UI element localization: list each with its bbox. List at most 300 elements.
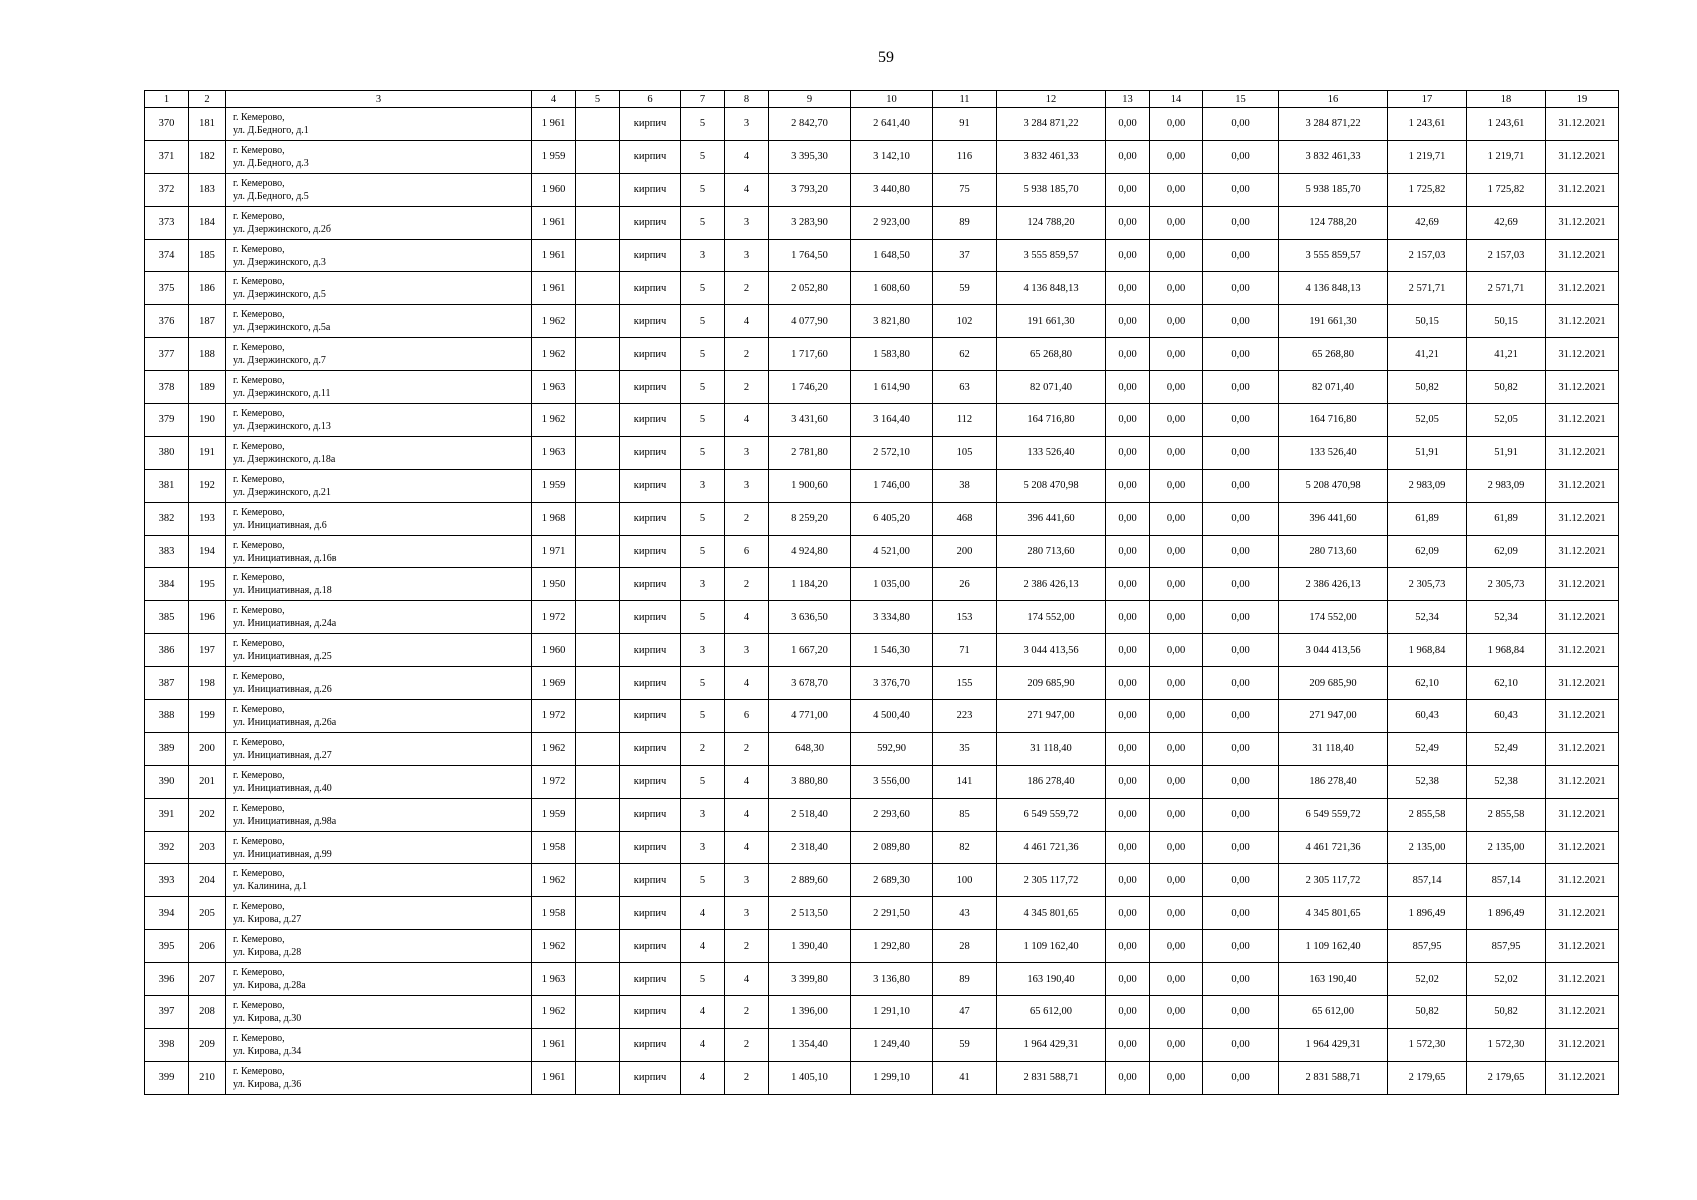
table-cell: 1 667,20 [769, 634, 851, 667]
table-cell: 389 [145, 732, 189, 765]
table-row [145, 404, 1619, 437]
table-cell: 395 [145, 930, 189, 963]
table-cell [576, 338, 620, 371]
table-cell: 1 405,10 [769, 1061, 851, 1094]
table-row [145, 732, 1619, 765]
table-cell: 4 [725, 667, 769, 700]
table-cell: 5 [681, 173, 725, 206]
table-cell: 5 [681, 700, 725, 733]
table-cell: 1 962 [532, 305, 576, 338]
table-cell: 0,00 [1150, 700, 1203, 733]
table-cell: 31.12.2021 [1546, 897, 1619, 930]
address-street: ул. Кирова, д.28 [233, 947, 302, 959]
table-cell: 31.12.2021 [1546, 404, 1619, 437]
table-cell: 2 291,50 [851, 897, 933, 930]
table-cell: 0,00 [1150, 798, 1203, 831]
table-cell: 2 689,30 [851, 864, 933, 897]
table-cell: 31.12.2021 [1546, 140, 1619, 173]
table-cell: 396 441,60 [997, 502, 1106, 535]
table-row [145, 601, 1619, 634]
table-cell [576, 173, 620, 206]
table-cell: 0,00 [1203, 305, 1279, 338]
table-cell: 2 [725, 371, 769, 404]
table-row [145, 1028, 1619, 1061]
table-cell: 2 305 117,72 [997, 864, 1106, 897]
table-cell: 2 293,60 [851, 798, 933, 831]
table-cell: 468 [933, 502, 997, 535]
table-cell: 5 [681, 371, 725, 404]
address-street: ул. Инициативная, д.27 [233, 749, 332, 761]
table-cell: 0,00 [1106, 568, 1150, 601]
table-cell: 192 [189, 469, 226, 502]
table-cell: 1 583,80 [851, 338, 933, 371]
table-cell: 2 089,80 [851, 831, 933, 864]
table-cell: 857,14 [1388, 864, 1467, 897]
table-cell: 195 [189, 568, 226, 601]
table-cell: 378 [145, 371, 189, 404]
table-cell: 1 958 [532, 897, 576, 930]
address-street: ул. Инициативная, д.26а [233, 716, 337, 728]
address-cell [226, 864, 532, 897]
table-cell: 1 900,60 [769, 469, 851, 502]
table-cell: 31.12.2021 [1546, 108, 1619, 141]
table-cell: 2 831 588,71 [997, 1061, 1106, 1094]
table-cell: кирпич [620, 173, 681, 206]
table-cell: 0,00 [1203, 568, 1279, 601]
table-cell: 2 [725, 1028, 769, 1061]
table-cell: 2 135,00 [1388, 831, 1467, 864]
table-cell: 3 [681, 831, 725, 864]
table-cell: 4 [725, 963, 769, 996]
table-cell: 2 [725, 272, 769, 305]
table-cell: 2 781,80 [769, 436, 851, 469]
table-cell [576, 634, 620, 667]
address-street: ул. Дзержинского, д.5 [233, 289, 326, 301]
table-cell: 196 [189, 601, 226, 634]
column-header: 15 [1203, 91, 1279, 108]
table-cell: 0,00 [1150, 1061, 1203, 1094]
address-cell [226, 206, 532, 239]
table-cell: 1 961 [532, 206, 576, 239]
table-cell: 6 405,20 [851, 502, 933, 535]
address-city: г. Кемерово, [233, 243, 285, 255]
table-cell: 2 518,40 [769, 798, 851, 831]
table-cell: 3 [725, 108, 769, 141]
table-cell [576, 930, 620, 963]
column-number-row [145, 91, 1619, 108]
address-street: ул. Дзержинского, д.5а [233, 322, 331, 334]
table-cell: 3 [725, 239, 769, 272]
table-cell: 1 968,84 [1467, 634, 1546, 667]
table-cell: 1 249,40 [851, 1028, 933, 1061]
table-cell [576, 897, 620, 930]
table-cell: 191 661,30 [1279, 305, 1388, 338]
table-cell: 181 [189, 108, 226, 141]
table-cell: 1 960 [532, 173, 576, 206]
table-cell: 2 305 117,72 [1279, 864, 1388, 897]
table-cell: 2 052,80 [769, 272, 851, 305]
table-cell: 1 961 [532, 272, 576, 305]
address-cell [226, 371, 532, 404]
table-cell: 50,82 [1388, 371, 1467, 404]
table-cell: 65 268,80 [1279, 338, 1388, 371]
table-cell: 3 334,80 [851, 601, 933, 634]
column-header: 18 [1467, 91, 1546, 108]
table-cell [576, 469, 620, 502]
address-street: ул. Кирова, д.27 [233, 914, 302, 926]
table-cell: 372 [145, 173, 189, 206]
table-cell: кирпич [620, 765, 681, 798]
table-cell [576, 206, 620, 239]
table-cell: 3 [725, 634, 769, 667]
table-row [145, 831, 1619, 864]
table-cell: 37 [933, 239, 997, 272]
table-cell: 61,89 [1388, 502, 1467, 535]
table-cell: 379 [145, 404, 189, 437]
column-header: 2 [189, 91, 226, 108]
table-cell: 0,00 [1150, 864, 1203, 897]
table-cell: 205 [189, 897, 226, 930]
table-cell: кирпич [620, 108, 681, 141]
table-cell: кирпич [620, 338, 681, 371]
table-cell: 35 [933, 732, 997, 765]
table-cell: 42,69 [1388, 206, 1467, 239]
table-cell: 0,00 [1106, 634, 1150, 667]
table-cell: 0,00 [1106, 502, 1150, 535]
table-cell: 208 [189, 996, 226, 1029]
column-header: 5 [576, 91, 620, 108]
table-cell: 59 [933, 272, 997, 305]
table-cell: 3 [681, 798, 725, 831]
table-cell: 0,00 [1150, 831, 1203, 864]
table-cell: 201 [189, 765, 226, 798]
table-cell: 0,00 [1150, 535, 1203, 568]
table-cell: кирпич [620, 404, 681, 437]
table-cell [576, 798, 620, 831]
table-cell: 91 [933, 108, 997, 141]
table-row [145, 930, 1619, 963]
table-cell: 0,00 [1203, 535, 1279, 568]
table-cell: 0,00 [1203, 502, 1279, 535]
table-cell: 3 [681, 568, 725, 601]
column-header: 12 [997, 91, 1106, 108]
address-street: ул. Инициативная, д.6 [233, 519, 327, 531]
table-cell: 0,00 [1150, 173, 1203, 206]
address-street: ул. Кирова, д.30 [233, 1012, 302, 1024]
table-cell: 271 947,00 [1279, 700, 1388, 733]
table-cell: 5 [681, 765, 725, 798]
table-cell: 0,00 [1106, 963, 1150, 996]
address-cell [226, 963, 532, 996]
table-cell: 31.12.2021 [1546, 502, 1619, 535]
table-cell: 4 [725, 765, 769, 798]
table-cell: 1 243,61 [1388, 108, 1467, 141]
table-cell: 0,00 [1203, 798, 1279, 831]
table-cell: 206 [189, 930, 226, 963]
table-cell: 3 555 859,57 [997, 239, 1106, 272]
table-row [145, 535, 1619, 568]
table-cell: 199 [189, 700, 226, 733]
table-cell: 0,00 [1203, 436, 1279, 469]
table-cell: 0,00 [1150, 305, 1203, 338]
table-cell: кирпич [620, 732, 681, 765]
table-cell: 1 962 [532, 404, 576, 437]
address-city: г. Кемерово, [233, 967, 285, 979]
table-cell: кирпич [620, 634, 681, 667]
table-cell: 2 179,65 [1388, 1061, 1467, 1094]
table-cell: 4 [725, 831, 769, 864]
table-cell: 386 [145, 634, 189, 667]
table-cell: 210 [189, 1061, 226, 1094]
table-cell: 377 [145, 338, 189, 371]
table-cell: 65 612,00 [1279, 996, 1388, 1029]
table-cell: 3 399,80 [769, 963, 851, 996]
table-cell: кирпич [620, 831, 681, 864]
table-cell: 47 [933, 996, 997, 1029]
address-cell [226, 239, 532, 272]
table-cell: кирпич [620, 1061, 681, 1094]
table-cell: 1 959 [532, 469, 576, 502]
address-cell [226, 305, 532, 338]
table-cell: 374 [145, 239, 189, 272]
table-cell: 163 190,40 [1279, 963, 1388, 996]
table-cell: 89 [933, 206, 997, 239]
table-cell: 4 [681, 897, 725, 930]
address-city: г. Кемерово, [233, 605, 285, 617]
table-cell: 52,05 [1388, 404, 1467, 437]
table-row [145, 1061, 1619, 1094]
table-cell: 0,00 [1106, 469, 1150, 502]
table-cell: 52,34 [1388, 601, 1467, 634]
table-cell: 0,00 [1203, 930, 1279, 963]
table-cell: 384 [145, 568, 189, 601]
table-cell: 0,00 [1150, 436, 1203, 469]
address-city: г. Кемерово, [233, 638, 285, 650]
address-cell [226, 502, 532, 535]
table-cell: 0,00 [1150, 601, 1203, 634]
table-cell: 0,00 [1106, 239, 1150, 272]
table-cell: 182 [189, 140, 226, 173]
table-cell: 5 [681, 535, 725, 568]
table-cell: 0,00 [1203, 469, 1279, 502]
table-row [145, 239, 1619, 272]
table-cell: 174 552,00 [997, 601, 1106, 634]
table-cell: 3 832 461,33 [1279, 140, 1388, 173]
table-cell: 31.12.2021 [1546, 864, 1619, 897]
table-cell: 4 521,00 [851, 535, 933, 568]
table-cell: 0,00 [1106, 765, 1150, 798]
table-cell: кирпич [620, 897, 681, 930]
address-street: ул. Дзержинского, д.11 [233, 388, 331, 400]
table-cell: 1 243,61 [1467, 108, 1546, 141]
table-cell: 1 035,00 [851, 568, 933, 601]
table-cell: 390 [145, 765, 189, 798]
address-city: г. Кемерово, [233, 407, 285, 419]
table-cell [576, 1061, 620, 1094]
table-cell: 28 [933, 930, 997, 963]
address-cell [226, 601, 532, 634]
table-row [145, 436, 1619, 469]
table-cell: 398 [145, 1028, 189, 1061]
table-cell: 0,00 [1203, 272, 1279, 305]
table-cell: 5 [681, 502, 725, 535]
table-cell: 0,00 [1203, 173, 1279, 206]
table-cell: 3 431,60 [769, 404, 851, 437]
table-cell: 2 305,73 [1388, 568, 1467, 601]
address-cell [226, 1028, 532, 1061]
table-cell: 209 685,90 [997, 667, 1106, 700]
table-cell: 31.12.2021 [1546, 436, 1619, 469]
address-city: г. Кемерово, [233, 671, 285, 683]
table-cell: 0,00 [1106, 831, 1150, 864]
column-header: 6 [620, 91, 681, 108]
table-cell: 6 [725, 700, 769, 733]
table-cell: кирпич [620, 864, 681, 897]
table-cell: 1 396,00 [769, 996, 851, 1029]
table-cell: 5 [681, 206, 725, 239]
table-cell: 3 678,70 [769, 667, 851, 700]
table-cell: 0,00 [1203, 371, 1279, 404]
table-cell: 2 855,58 [1467, 798, 1546, 831]
table-cell: 3 880,80 [769, 765, 851, 798]
table-cell: 1 968,84 [1388, 634, 1467, 667]
table-cell: 387 [145, 667, 189, 700]
table-cell: 3 283,90 [769, 206, 851, 239]
table-cell: 38 [933, 469, 997, 502]
table-cell: 31.12.2021 [1546, 239, 1619, 272]
table-cell: 124 788,20 [997, 206, 1106, 239]
table-cell: 164 716,80 [997, 404, 1106, 437]
table-cell: 51,91 [1388, 436, 1467, 469]
table-cell: 4 345 801,65 [997, 897, 1106, 930]
table-cell [576, 502, 620, 535]
table-cell: 1 299,10 [851, 1061, 933, 1094]
table-cell: 50,82 [1467, 371, 1546, 404]
column-header: 19 [1546, 91, 1619, 108]
table-cell: 2 571,71 [1467, 272, 1546, 305]
address-street: ул. Инициативная, д.25 [233, 651, 332, 663]
table-cell [576, 108, 620, 141]
table-cell: 1 896,49 [1388, 897, 1467, 930]
table-row [145, 996, 1619, 1029]
table-cell: 2 513,50 [769, 897, 851, 930]
housing-registry-table [144, 90, 1619, 1095]
table-cell: 0,00 [1203, 996, 1279, 1029]
table-cell: 1 962 [532, 930, 576, 963]
address-cell [226, 469, 532, 502]
table-cell: 0,00 [1106, 206, 1150, 239]
address-cell [226, 765, 532, 798]
address-city: г. Кемерово, [233, 309, 285, 321]
table-cell: 124 788,20 [1279, 206, 1388, 239]
table-cell: 3 555 859,57 [1279, 239, 1388, 272]
table-cell: 189 [189, 371, 226, 404]
table-cell: 2 318,40 [769, 831, 851, 864]
table-cell: 65 612,00 [997, 996, 1106, 1029]
table-cell: кирпич [620, 469, 681, 502]
table-cell: 1 969 [532, 667, 576, 700]
table-cell: 0,00 [1203, 700, 1279, 733]
address-street: ул. Д.Бедного, д.5 [233, 190, 309, 202]
table-cell: 0,00 [1150, 897, 1203, 930]
table-cell: 209 685,90 [1279, 667, 1388, 700]
table-cell: 0,00 [1106, 140, 1150, 173]
address-city: г. Кемерово, [233, 999, 285, 1011]
table-cell: 0,00 [1150, 996, 1203, 1029]
column-header: 7 [681, 91, 725, 108]
table-cell: 186 [189, 272, 226, 305]
table-cell [576, 272, 620, 305]
table-cell: 1 291,10 [851, 996, 933, 1029]
table-cell: 31.12.2021 [1546, 996, 1619, 1029]
column-header: 11 [933, 91, 997, 108]
table-cell: 5 208 470,98 [1279, 469, 1388, 502]
table-cell: 0,00 [1150, 930, 1203, 963]
table-cell [576, 404, 620, 437]
table-cell: 0,00 [1106, 700, 1150, 733]
table-cell: 4 [681, 930, 725, 963]
table-cell: 31.12.2021 [1546, 173, 1619, 206]
table-cell: 52,02 [1467, 963, 1546, 996]
address-street: ул. Инициативная, д.18 [233, 585, 332, 597]
table-cell: 174 552,00 [1279, 601, 1388, 634]
table-cell: 5 [681, 338, 725, 371]
table-cell: кирпич [620, 930, 681, 963]
table-cell [576, 568, 620, 601]
table-cell: 41,21 [1388, 338, 1467, 371]
table-cell: 52,49 [1467, 732, 1546, 765]
table-cell: кирпич [620, 963, 681, 996]
address-cell [226, 897, 532, 930]
column-header: 13 [1106, 91, 1150, 108]
table-cell: 1 572,30 [1467, 1028, 1546, 1061]
table-cell: 1 972 [532, 601, 576, 634]
table-cell: 2 831 588,71 [1279, 1061, 1388, 1094]
table-cell: 0,00 [1106, 930, 1150, 963]
table-cell: кирпич [620, 436, 681, 469]
table-cell: 42,69 [1467, 206, 1546, 239]
table-row [145, 173, 1619, 206]
table-cell: 0,00 [1150, 963, 1203, 996]
table-cell: 191 661,30 [997, 305, 1106, 338]
address-street: ул. Инициативная, д.98а [233, 815, 337, 827]
table-cell: 0,00 [1150, 206, 1203, 239]
table-cell: 2 571,71 [1388, 272, 1467, 305]
table-cell: 0,00 [1106, 436, 1150, 469]
table-cell: 2 983,09 [1388, 469, 1467, 502]
address-street: ул. Калинина, д.1 [233, 881, 308, 893]
table-cell: 1 971 [532, 535, 576, 568]
table-cell: 3 [725, 864, 769, 897]
table-cell: 3 142,10 [851, 140, 933, 173]
table-cell: 0,00 [1150, 469, 1203, 502]
table-cell: 396 441,60 [1279, 502, 1388, 535]
table-cell: 31.12.2021 [1546, 667, 1619, 700]
table-cell: кирпич [620, 206, 681, 239]
table-cell: 4 461 721,36 [1279, 831, 1388, 864]
table-cell: 43 [933, 897, 997, 930]
table-cell: 2 [725, 732, 769, 765]
table-cell: 2 889,60 [769, 864, 851, 897]
table-cell: 1 219,71 [1388, 140, 1467, 173]
table-cell: 1 968 [532, 502, 576, 535]
address-city: г. Кемерово, [233, 835, 285, 847]
table-cell: 2 [725, 502, 769, 535]
table-cell: 5 [681, 864, 725, 897]
table-cell: 186 278,40 [997, 765, 1106, 798]
table-cell: 3 [681, 239, 725, 272]
table-cell: 0,00 [1150, 732, 1203, 765]
